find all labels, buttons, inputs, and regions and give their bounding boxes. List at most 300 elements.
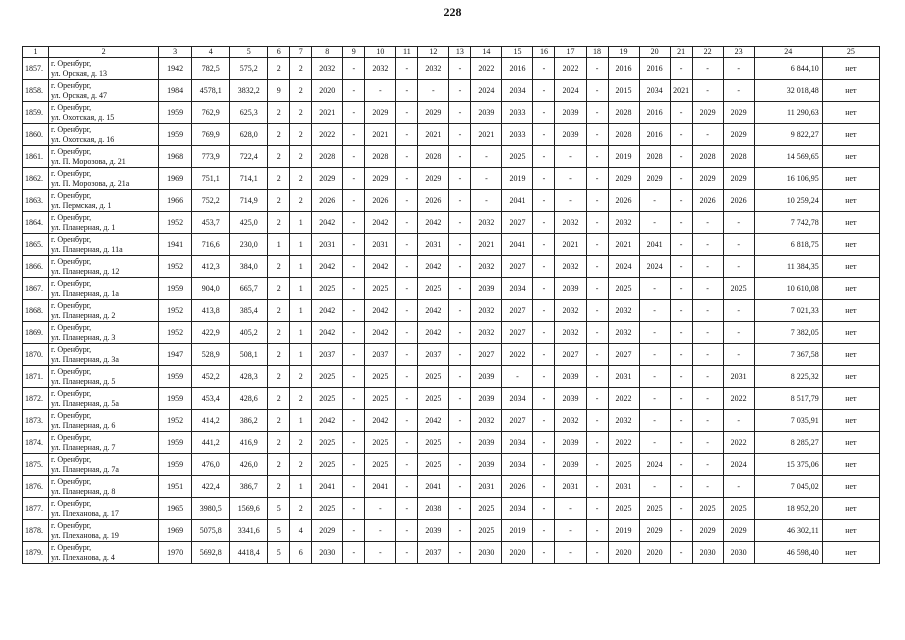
table-cell: - [670, 410, 692, 432]
table-cell: - [343, 234, 365, 256]
table-cell: 453,7 [192, 212, 230, 234]
table-cell: нет [822, 366, 879, 388]
column-number-header: 14 [471, 47, 502, 58]
table-cell: - [533, 476, 555, 498]
address-street: ул. Планерная, д. 3а [51, 354, 119, 364]
table-cell: 2021 [471, 124, 502, 146]
table-cell: 2041 [502, 190, 533, 212]
table-cell: 2041 [365, 476, 396, 498]
column-number-header: 7 [290, 47, 312, 58]
table-cell: - [365, 520, 396, 542]
table-cell: 2025 [312, 388, 343, 410]
table-cell: нет [822, 212, 879, 234]
address-cell [49, 102, 159, 124]
table-cell: 2020 [312, 80, 343, 102]
table-cell: 2042 [312, 256, 343, 278]
table-cell: 10 259,24 [754, 190, 822, 212]
table-cell: - [586, 476, 608, 498]
table-cell: 3832,2 [230, 80, 268, 102]
table-cell: - [670, 432, 692, 454]
table-cell: 422,4 [192, 476, 230, 498]
table-cell: 2 [268, 190, 290, 212]
table-cell: 2032 [608, 322, 639, 344]
table-cell: - [533, 102, 555, 124]
table-cell: - [449, 190, 471, 212]
address-street: ул. Планерная, д. 7 [51, 442, 116, 452]
table-cell: - [670, 498, 692, 520]
table-cell: - [343, 168, 365, 190]
table-cell: 2034 [502, 498, 533, 520]
address-cell [49, 542, 159, 564]
table-cell: - [396, 366, 418, 388]
address-street: ул. Планерная, д. 3 [51, 332, 116, 342]
table-cell: - [533, 432, 555, 454]
table-cell: - [670, 58, 692, 80]
column-number-header: 21 [670, 47, 692, 58]
table-cell: - [723, 476, 754, 498]
table-cell: 2021 [670, 80, 692, 102]
table-cell: нет [822, 102, 879, 124]
table-cell: 1 [290, 322, 312, 344]
table-cell: - [396, 542, 418, 564]
table-cell: - [449, 410, 471, 432]
table-cell: 2039 [471, 454, 502, 476]
table-cell: 2019 [608, 520, 639, 542]
table-cell: - [396, 168, 418, 190]
table-cell: 2029 [723, 168, 754, 190]
table-cell: 2039 [555, 388, 586, 410]
table-cell: 7 045,02 [754, 476, 822, 498]
table-cell: - [692, 410, 723, 432]
table-cell: 1965 [159, 498, 192, 520]
table-cell: 1952 [159, 322, 192, 344]
table-cell: 2032 [608, 300, 639, 322]
table-cell: - [449, 322, 471, 344]
column-number-header: 25 [822, 47, 879, 58]
table-cell: - [555, 498, 586, 520]
table-cell: - [449, 278, 471, 300]
table-cell: - [639, 410, 670, 432]
table-cell: - [586, 432, 608, 454]
address-city: г. Оренбург, [51, 256, 92, 266]
row-number: 1858. [23, 80, 49, 102]
column-number-header: 24 [754, 47, 822, 58]
table-cell: - [449, 80, 471, 102]
table-cell: 426,0 [230, 454, 268, 476]
table-cell: 2029 [608, 168, 639, 190]
table-cell: - [670, 542, 692, 564]
address-cell [49, 212, 159, 234]
table-cell: 2037 [312, 344, 343, 366]
table-cell: - [533, 388, 555, 410]
table-cell: 2032 [608, 212, 639, 234]
table-cell: - [670, 454, 692, 476]
table-cell: 1 [290, 256, 312, 278]
table-cell: 2034 [639, 80, 670, 102]
table-cell: 2039 [555, 432, 586, 454]
table-cell: нет [822, 190, 879, 212]
table-row [23, 212, 880, 234]
table-cell: 4 [290, 520, 312, 542]
address-street: ул. Охотская, д. 16 [51, 134, 115, 144]
table-cell: 2034 [502, 432, 533, 454]
table-cell: 1959 [159, 388, 192, 410]
table-row [23, 410, 880, 432]
table-cell: 2030 [312, 542, 343, 564]
table-cell: 1 [290, 410, 312, 432]
table-cell: 2031 [555, 476, 586, 498]
table-cell: - [396, 58, 418, 80]
address-cell [49, 124, 159, 146]
table-cell: - [586, 322, 608, 344]
table-cell: 2042 [312, 322, 343, 344]
table-cell: - [396, 124, 418, 146]
table-cell: - [670, 322, 692, 344]
table-cell: 2030 [723, 542, 754, 564]
table-cell: 8 225,32 [754, 366, 822, 388]
table-row [23, 498, 880, 520]
table-cell: 2 [268, 102, 290, 124]
table-cell: 2039 [555, 454, 586, 476]
table-cell: 2 [268, 146, 290, 168]
table-cell: - [449, 542, 471, 564]
address-street: ул. Планерная, д. 11а [51, 244, 123, 254]
table-cell: 2039 [555, 124, 586, 146]
table-cell: 2031 [608, 366, 639, 388]
table-cell: - [533, 234, 555, 256]
table-cell: - [692, 278, 723, 300]
table-cell: 230,0 [230, 234, 268, 256]
table-cell: 10 610,08 [754, 278, 822, 300]
table-cell: 1 [290, 476, 312, 498]
table-cell: - [343, 454, 365, 476]
table-cell: - [471, 190, 502, 212]
table-cell: 1970 [159, 542, 192, 564]
address-city: г. Оренбург, [51, 300, 92, 310]
column-number-header: 11 [396, 47, 418, 58]
table-cell: - [343, 278, 365, 300]
table-cell: 46 598,40 [754, 542, 822, 564]
table-cell: 1 [290, 234, 312, 256]
table-cell: 2 [290, 432, 312, 454]
table-cell: 714,1 [230, 168, 268, 190]
table-cell: 2025 [608, 278, 639, 300]
table-cell: 2039 [418, 520, 449, 542]
table-cell: - [639, 366, 670, 388]
table-cell: 528,9 [192, 344, 230, 366]
table-cell: 1966 [159, 190, 192, 212]
table-cell: нет [822, 520, 879, 542]
table-cell: - [533, 212, 555, 234]
table-cell: - [343, 124, 365, 146]
row-number: 1857. [23, 58, 49, 80]
address-street: ул. П. Морозова, д. 21 [51, 156, 126, 166]
address-city: г. Оренбург, [51, 124, 92, 134]
table-cell: нет [822, 344, 879, 366]
address-cell [49, 234, 159, 256]
table-cell: - [471, 146, 502, 168]
table-cell: - [449, 102, 471, 124]
address-city: г. Оренбург, [51, 476, 92, 486]
table-cell: 2 [268, 58, 290, 80]
table-cell: - [692, 388, 723, 410]
table-cell: - [586, 498, 608, 520]
address-city: г. Оренбург, [51, 366, 92, 376]
table-cell: - [343, 190, 365, 212]
table-cell: - [396, 212, 418, 234]
table-cell: - [396, 520, 418, 542]
table-cell: - [449, 366, 471, 388]
table-cell: 2039 [471, 102, 502, 124]
table-cell: 6 [290, 542, 312, 564]
table-cell: 2029 [692, 520, 723, 542]
table-cell: 2 [290, 388, 312, 410]
table-cell: - [670, 234, 692, 256]
table-cell: 2042 [365, 410, 396, 432]
table-cell: 2028 [312, 146, 343, 168]
table-cell: 2024 [608, 256, 639, 278]
table-cell: - [670, 278, 692, 300]
table-cell: 8 285,27 [754, 432, 822, 454]
table-cell: нет [822, 432, 879, 454]
table-cell: - [533, 344, 555, 366]
table-cell: - [586, 278, 608, 300]
table-cell: 2 [290, 168, 312, 190]
table-cell: 508,1 [230, 344, 268, 366]
table-cell: - [692, 344, 723, 366]
table-cell: 665,7 [230, 278, 268, 300]
address-cell [49, 300, 159, 322]
address-cell [49, 366, 159, 388]
table-cell: нет [822, 410, 879, 432]
table-cell: - [533, 454, 555, 476]
table-cell: 422,9 [192, 322, 230, 344]
table-cell: - [343, 322, 365, 344]
table-cell: - [343, 58, 365, 80]
address-city: г. Оренбург, [51, 520, 92, 530]
table-cell: 2019 [502, 168, 533, 190]
address-cell [49, 190, 159, 212]
address-city: г. Оренбург, [51, 432, 92, 442]
address-cell [49, 322, 159, 344]
table-cell: 386,7 [230, 476, 268, 498]
row-number: 1868. [23, 300, 49, 322]
table-cell: 1959 [159, 366, 192, 388]
table-cell: 2029 [365, 102, 396, 124]
table-cell: - [670, 124, 692, 146]
table-cell: 2027 [555, 344, 586, 366]
table-cell: 2030 [692, 542, 723, 564]
table-cell: 2039 [471, 278, 502, 300]
table-row [23, 124, 880, 146]
table-cell: 1959 [159, 432, 192, 454]
table-cell: 441,2 [192, 432, 230, 454]
table-cell: - [533, 498, 555, 520]
table-cell: 2029 [692, 102, 723, 124]
table-cell: 2032 [471, 256, 502, 278]
table-cell: - [723, 234, 754, 256]
row-number: 1875. [23, 454, 49, 476]
table-cell: - [533, 366, 555, 388]
table-row [23, 432, 880, 454]
table-cell: 2029 [692, 168, 723, 190]
table-cell: - [670, 344, 692, 366]
table-cell: 2032 [418, 58, 449, 80]
table-cell: 386,2 [230, 410, 268, 432]
table-cell: 2029 [723, 124, 754, 146]
address-cell [49, 58, 159, 80]
table-cell: 453,4 [192, 388, 230, 410]
table-cell: - [396, 146, 418, 168]
row-number: 1872. [23, 388, 49, 410]
table-cell: нет [822, 476, 879, 498]
column-number-header: 22 [692, 47, 723, 58]
table-cell: 7 021,33 [754, 300, 822, 322]
table-cell: - [586, 190, 608, 212]
table-cell: - [396, 432, 418, 454]
table-cell: 773,9 [192, 146, 230, 168]
table-cell: - [555, 190, 586, 212]
table-cell: 2042 [418, 212, 449, 234]
table-cell: 2029 [365, 168, 396, 190]
table-cell: 8 517,79 [754, 388, 822, 410]
table-cell: 2042 [365, 300, 396, 322]
row-number: 1873. [23, 410, 49, 432]
table-cell: - [449, 212, 471, 234]
table-row [23, 344, 880, 366]
table-row [23, 168, 880, 190]
table-cell: 2022 [471, 58, 502, 80]
table-cell: 2029 [723, 520, 754, 542]
address-cell [49, 454, 159, 476]
table-cell: 3980,5 [192, 498, 230, 520]
table-cell: - [723, 212, 754, 234]
column-number-header: 19 [608, 47, 639, 58]
table-cell: 2025 [723, 498, 754, 520]
address-city: г. Оренбург, [51, 168, 92, 178]
table-cell: - [586, 344, 608, 366]
row-number: 1863. [23, 190, 49, 212]
address-street: ул. Планерная, д. 12 [51, 266, 120, 276]
table-cell: 1952 [159, 256, 192, 278]
table-cell: 2016 [502, 58, 533, 80]
table-cell: 2039 [471, 366, 502, 388]
table-cell: 2029 [312, 168, 343, 190]
table-cell: 2032 [471, 212, 502, 234]
table-cell: 1952 [159, 300, 192, 322]
table-cell: - [533, 278, 555, 300]
table-cell: - [586, 520, 608, 542]
table-cell: 2 [268, 168, 290, 190]
table-cell: нет [822, 454, 879, 476]
table-cell: - [533, 146, 555, 168]
table-cell: 904,0 [192, 278, 230, 300]
address-city: г. Оренбург, [51, 322, 92, 332]
table-cell: 2042 [365, 322, 396, 344]
table-cell: 2021 [365, 124, 396, 146]
table-cell: 2042 [418, 300, 449, 322]
table-cell: 1952 [159, 212, 192, 234]
table-cell: 11 290,63 [754, 102, 822, 124]
table-cell: 2027 [502, 300, 533, 322]
address-city: г. Оренбург, [51, 146, 92, 156]
table-cell: нет [822, 168, 879, 190]
table-cell: 2 [268, 212, 290, 234]
table-cell: 2016 [639, 124, 670, 146]
table-cell: 2025 [608, 498, 639, 520]
table-cell: 2024 [639, 256, 670, 278]
table-cell: 1 [290, 212, 312, 234]
table-cell: - [639, 212, 670, 234]
address-cell [49, 520, 159, 542]
table-cell: - [586, 58, 608, 80]
table-row [23, 234, 880, 256]
table-cell: 2 [268, 322, 290, 344]
table-cell: 2 [268, 256, 290, 278]
address-city: г. Оренбург, [51, 344, 92, 354]
table-cell: - [449, 146, 471, 168]
table-cell: 5 [268, 542, 290, 564]
table-cell: 2022 [502, 344, 533, 366]
table-row [23, 322, 880, 344]
table-cell: 2022 [555, 58, 586, 80]
table-cell: - [449, 124, 471, 146]
table-cell: 1984 [159, 80, 192, 102]
address-city: г. Оренбург, [51, 212, 92, 222]
table-cell: 2031 [608, 476, 639, 498]
table-cell: 2016 [639, 102, 670, 124]
table-row [23, 300, 880, 322]
table-cell: 32 018,48 [754, 80, 822, 102]
table-cell: 2 [290, 146, 312, 168]
address-cell [49, 498, 159, 520]
table-cell: 2034 [502, 388, 533, 410]
table-cell: 2 [290, 124, 312, 146]
table-cell: 2039 [555, 366, 586, 388]
table-cell: - [555, 520, 586, 542]
table-cell: 722,4 [230, 146, 268, 168]
table-cell: 428,6 [230, 388, 268, 410]
table-cell: 2032 [555, 322, 586, 344]
table-cell: - [670, 190, 692, 212]
address-cell [49, 278, 159, 300]
address-street: ул. Плеханова, д. 4 [51, 552, 115, 562]
row-number: 1876. [23, 476, 49, 498]
table-cell: - [692, 322, 723, 344]
column-number-header: 23 [723, 47, 754, 58]
table-cell: 5075,8 [192, 520, 230, 542]
row-number: 1866. [23, 256, 49, 278]
table-cell: - [692, 124, 723, 146]
table-cell: - [639, 388, 670, 410]
table-cell: - [639, 300, 670, 322]
table-cell: 9 822,27 [754, 124, 822, 146]
table-cell: - [449, 498, 471, 520]
table-cell: 2024 [471, 80, 502, 102]
table-cell: 416,9 [230, 432, 268, 454]
table-cell: 2025 [365, 388, 396, 410]
table-cell: 2 [268, 432, 290, 454]
table-cell: 1 [268, 234, 290, 256]
table-cell: 1942 [159, 58, 192, 80]
table-cell: 2031 [723, 366, 754, 388]
table-cell: - [343, 366, 365, 388]
table-cell: - [586, 234, 608, 256]
table-cell: 2041 [418, 476, 449, 498]
table-cell: - [639, 190, 670, 212]
table-cell: 2025 [418, 454, 449, 476]
table-cell: - [502, 366, 533, 388]
